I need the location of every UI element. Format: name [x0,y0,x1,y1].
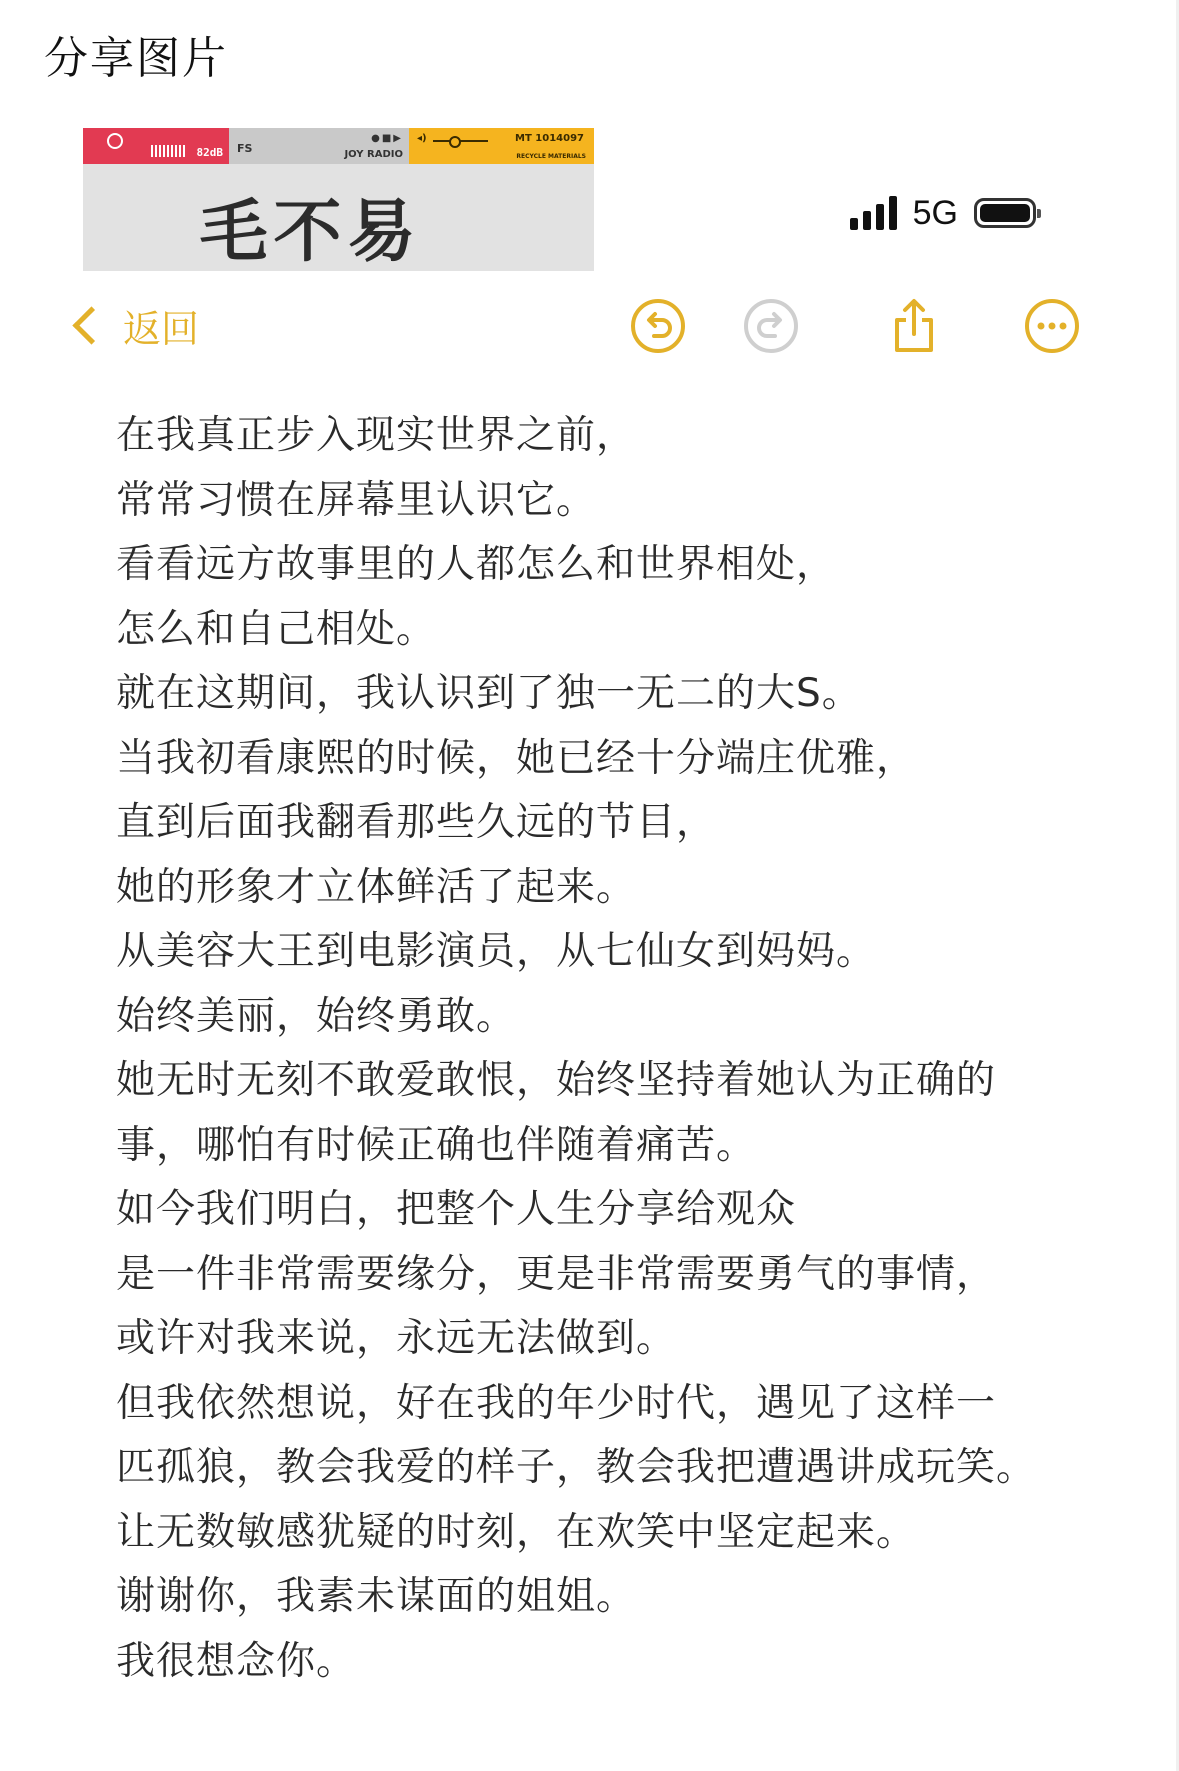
banner-strip [83,128,594,164]
note-line: 常常习惯在屏幕里认识它。 [116,477,597,523]
note-line: 就在这期间，我认识到了独一无二的大S。 [116,671,862,716]
share-button[interactable] [886,298,942,354]
note-line: 在我真正步入现实世界之前， [116,413,637,458]
note-line: 谢谢你，我素未谋面的姐姐。 [116,1574,637,1619]
banner-strip-red [83,128,229,164]
note-line: 我很想念你。 [116,1638,357,1684]
artist-banner [83,128,594,271]
battery-icon [974,198,1036,228]
note-line: 她无时无刻不敢爱敢恨，始终坚持着她认为正确的 [116,1058,997,1103]
note-line: 直到后面我翻看那些久远的节目， [116,800,717,845]
undo-icon [630,298,686,354]
chevron-left-icon [72,306,110,344]
volume-icon: ◂) [417,133,427,144]
radio-label: JOY RADIO [344,149,403,160]
redo-icon [743,298,799,354]
back-label: 返回 [123,307,200,351]
note-line: 怎么和自己相处。 [116,606,437,652]
playback-controls-icon: ●■▶ [371,133,403,144]
db-label: 82dB [196,146,223,159]
volume-slider-knob [449,136,461,148]
banner-artist-name: 毛不易 [199,193,422,272]
banner-strip-yellow [409,128,594,164]
note-line: 从美容大王到电影演员，从七仙女到妈妈。 [116,929,877,974]
note-line: 或许对我来说，永远无法做到。 [116,1316,677,1361]
logo-circle-icon [107,133,123,149]
note-line: 匹孤狼，教会我爱的样子，教会我把遭遇讲成玩笑。 [116,1445,1037,1490]
note-line: 看看远方故事里的人都怎么和世界相处， [116,542,837,587]
note-line: 如今我们明白，把整个人生分享给观众 [116,1187,797,1232]
recycle-label: RECYCLE MATERIALS [516,153,586,160]
status-bar [850,188,1036,238]
more-button[interactable] [1024,298,1080,354]
level-bars-icon [151,145,185,157]
note-line: 当我初看康熙的时候，她已经十分端庄优雅， [116,735,917,781]
more-icon [1024,298,1080,354]
note-line: 是一件非常需要缘分，更是非常需要勇气的事情， [116,1251,997,1297]
back-button[interactable] [70,298,199,353]
share-icon [886,298,942,354]
page-title: 分享图片 [44,33,228,84]
note-line: 但我依然想说，好在我的年少时代，遇见了这样一 [116,1380,997,1426]
note-line: 事，哪怕有时候正确也伴随着痛苦。 [116,1122,757,1168]
cellular-signal-icon [850,196,897,230]
note-line: 她的形象才立体鲜活了起来。 [116,864,637,910]
note-line: 始终美丽，始终勇敢。 [116,993,517,1039]
undo-button[interactable] [630,298,686,354]
note-line: 让无数敏感犹疑的时刻，在欢笑中坚定起来。 [116,1509,917,1555]
serial-label: MT 1014097 [515,133,584,144]
fs-label: FS [237,142,253,155]
note-body[interactable] [116,404,1076,1694]
banner-strip-gray [229,128,409,164]
network-type: 5G [912,193,958,232]
redo-button[interactable] [743,298,799,354]
